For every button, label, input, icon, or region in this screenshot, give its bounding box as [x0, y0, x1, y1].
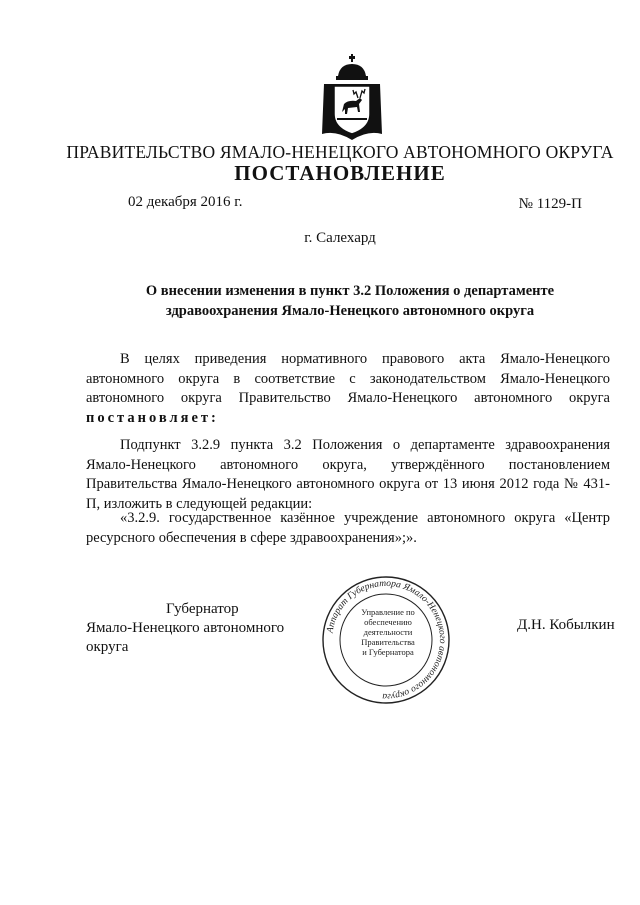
position-line-2: Ямало-Ненецкого автономного округа: [86, 620, 285, 655]
paragraph-preamble: [86, 350, 610, 428]
official-stamp: [316, 575, 456, 705]
position-line-1: Губернатор: [166, 601, 239, 617]
preamble-text: В целях приведения нормативного правового акта Ямало-Ненецкого автономного округа в соответствие с законодательством Ямало-Ненецкого автономного округа Правительство Ямало-Ненецкого автономного округа: [86, 351, 610, 406]
paragraph-amendment: [86, 436, 610, 514]
document-title: О внесении изменения в пункт 3.2 Положения о департаменте здравоохранения Ямало-Ненецкого автономного округа: [145, 283, 555, 319]
stamp-line-3: деятельности: [363, 627, 413, 637]
document-type: ПОСТАНОВЛЕНИЕ: [234, 161, 446, 185]
stamp-ring-text: Аппарат Губернатора Ямало-Ненецкого автономного округа: [325, 578, 448, 702]
stamp-line-5: и Губернатора: [362, 647, 414, 657]
new-wording-text: «3.2.9. государственное казённое учреждение автономного округа «Центр ресурсного обеспечения в сфере здравоохранения»;».: [86, 510, 610, 546]
amendment-text: Подпункт 3.2.9 пункта 3.2 Положения о департаменте здравоохранения Ямало-Ненецкого автономного округа, утверждённого постановлением Правительства Ямало-Ненецкого автономного округа от 13 июня 2012 года № 431-П, изложить в следующей редакции:: [86, 437, 610, 512]
government-name: ПРАВИТЕЛЬСТВО ЯМАЛО-НЕНЕЦКОГО АВТОНОМНОГО ОКРУГА: [66, 142, 614, 162]
document-number: № 1129-П: [518, 196, 582, 212]
stamp-line-1: Управление по: [361, 607, 415, 617]
signatory-position: [86, 600, 326, 657]
decree-verb: постановляет:: [86, 409, 219, 426]
signatory-name: Д.Н. Кобылкин: [517, 617, 615, 633]
stamp-line-2: обеспечению: [364, 617, 412, 627]
document-city: г. Салехард: [304, 230, 376, 246]
document-date: 02 декабря 2016 г.: [128, 194, 243, 210]
stamp-line-4: Правительства: [361, 637, 415, 647]
paragraph-new-wording: [86, 509, 610, 548]
coat-of-arms-emblem: [320, 54, 384, 142]
